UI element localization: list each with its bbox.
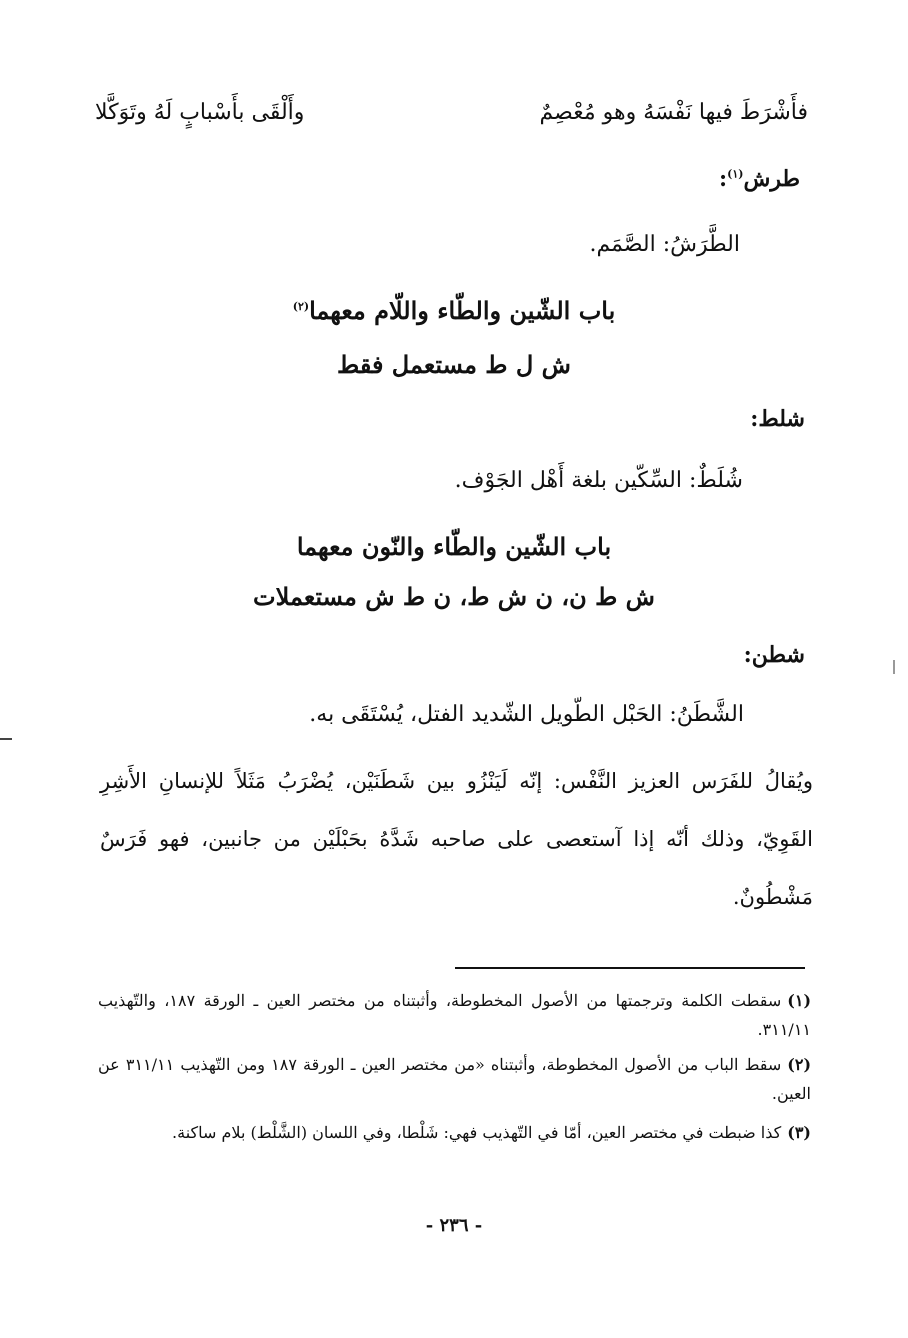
verse-right-hemistich: فأَشْرَطَ فيها نَفْسَهُ وهو مُعْصِمٌ	[539, 100, 808, 125]
headword-colon: :	[719, 166, 728, 192]
entry-shatan-headword: شطن:	[743, 642, 805, 668]
entry-tarash-definition: الطَّرَشُ: الصَّمَم.	[589, 232, 740, 257]
section-heading-shin-ta-lam	[0, 296, 908, 325]
entry-shatan-definition: الشَّطَنُ: الحَبْل الطّويل الشّديد الفتل، يُسْتَقَى به.	[309, 702, 744, 727]
footnote-ref-1: (١)	[727, 167, 744, 181]
entry-shatan-paragraph: ويُقالُ للفَرَس العزيز النَّفْس: إنّه لَيَنْزُو بين شَطَنَيْن، يُضْرَبُ مَثَلاً للإنسانِ الأَشِرِ القَوِيّ، وذلك أنّه إذا آستعصى على صاحبه شَدَّهُ بحَبْلَيْن من جانبين، فهو فَرَسٌ مَشْطُونٌ.	[100, 769, 813, 909]
section-subheading-shin-ta-nun: ش ط ن، ن ش ط، ن ط ش مستعملات	[253, 582, 655, 611]
headword-text: طرش	[743, 166, 800, 192]
section-subheading-shin-lam-ta: ش ل ط مستعمل فقط	[337, 350, 571, 379]
footnote-2	[98, 1050, 811, 1108]
footnote-separator	[455, 967, 805, 969]
footnote-1	[98, 986, 811, 1044]
footnote-number: (٣)	[787, 1123, 811, 1142]
verse-left-hemistich: وأَلْقَى بأَسْبابٍ لَهُ وتَوَكَّلا	[95, 100, 305, 125]
page-number: - ٢٣٦ -	[425, 1215, 483, 1236]
section-title-text: باب الشّين والطّاء واللّام معهما	[309, 296, 616, 325]
footnote-3	[98, 1118, 811, 1147]
footnote-text: سقط الباب من الأصول المخطوطة، وأثبتناه «من مختصر العين ـ الورقة ١٨٧ ومن التّهذيب ٣١١/١١ عن العين.	[98, 1055, 811, 1103]
entry-tarash-headword	[719, 166, 800, 192]
scan-margin-mark	[0, 738, 12, 740]
footnote-number: (٢)	[787, 1055, 812, 1074]
entry-shalat-headword: شلط:	[750, 406, 805, 432]
entry-shalat-definition: شُلَطٌ: السِّكّين بلغة أَهْل الجَوْف.	[454, 468, 743, 493]
footnote-text: سقطت الكلمة وترجمتها من الأصول المخطوطة، وأثبتناه من مختصر العين ـ الورقة ١٨٧، والتّهذيب ٣١١/١١.	[98, 991, 811, 1039]
scan-margin-mark	[893, 660, 895, 674]
poem-verse	[95, 100, 808, 144]
footnote-ref-2: (٢)	[292, 300, 310, 313]
footnote-number: (١)	[787, 991, 812, 1010]
footnote-text: كذا ضبطت في مختصر العين، أمّا في التّهذيب فهي: شَلْطا، وفي اللسان (الشَّلْط) بلام ساكنة.	[172, 1123, 782, 1142]
section-heading-shin-ta-nun: باب الشّين والطّاء والنّون معهما	[296, 532, 612, 561]
